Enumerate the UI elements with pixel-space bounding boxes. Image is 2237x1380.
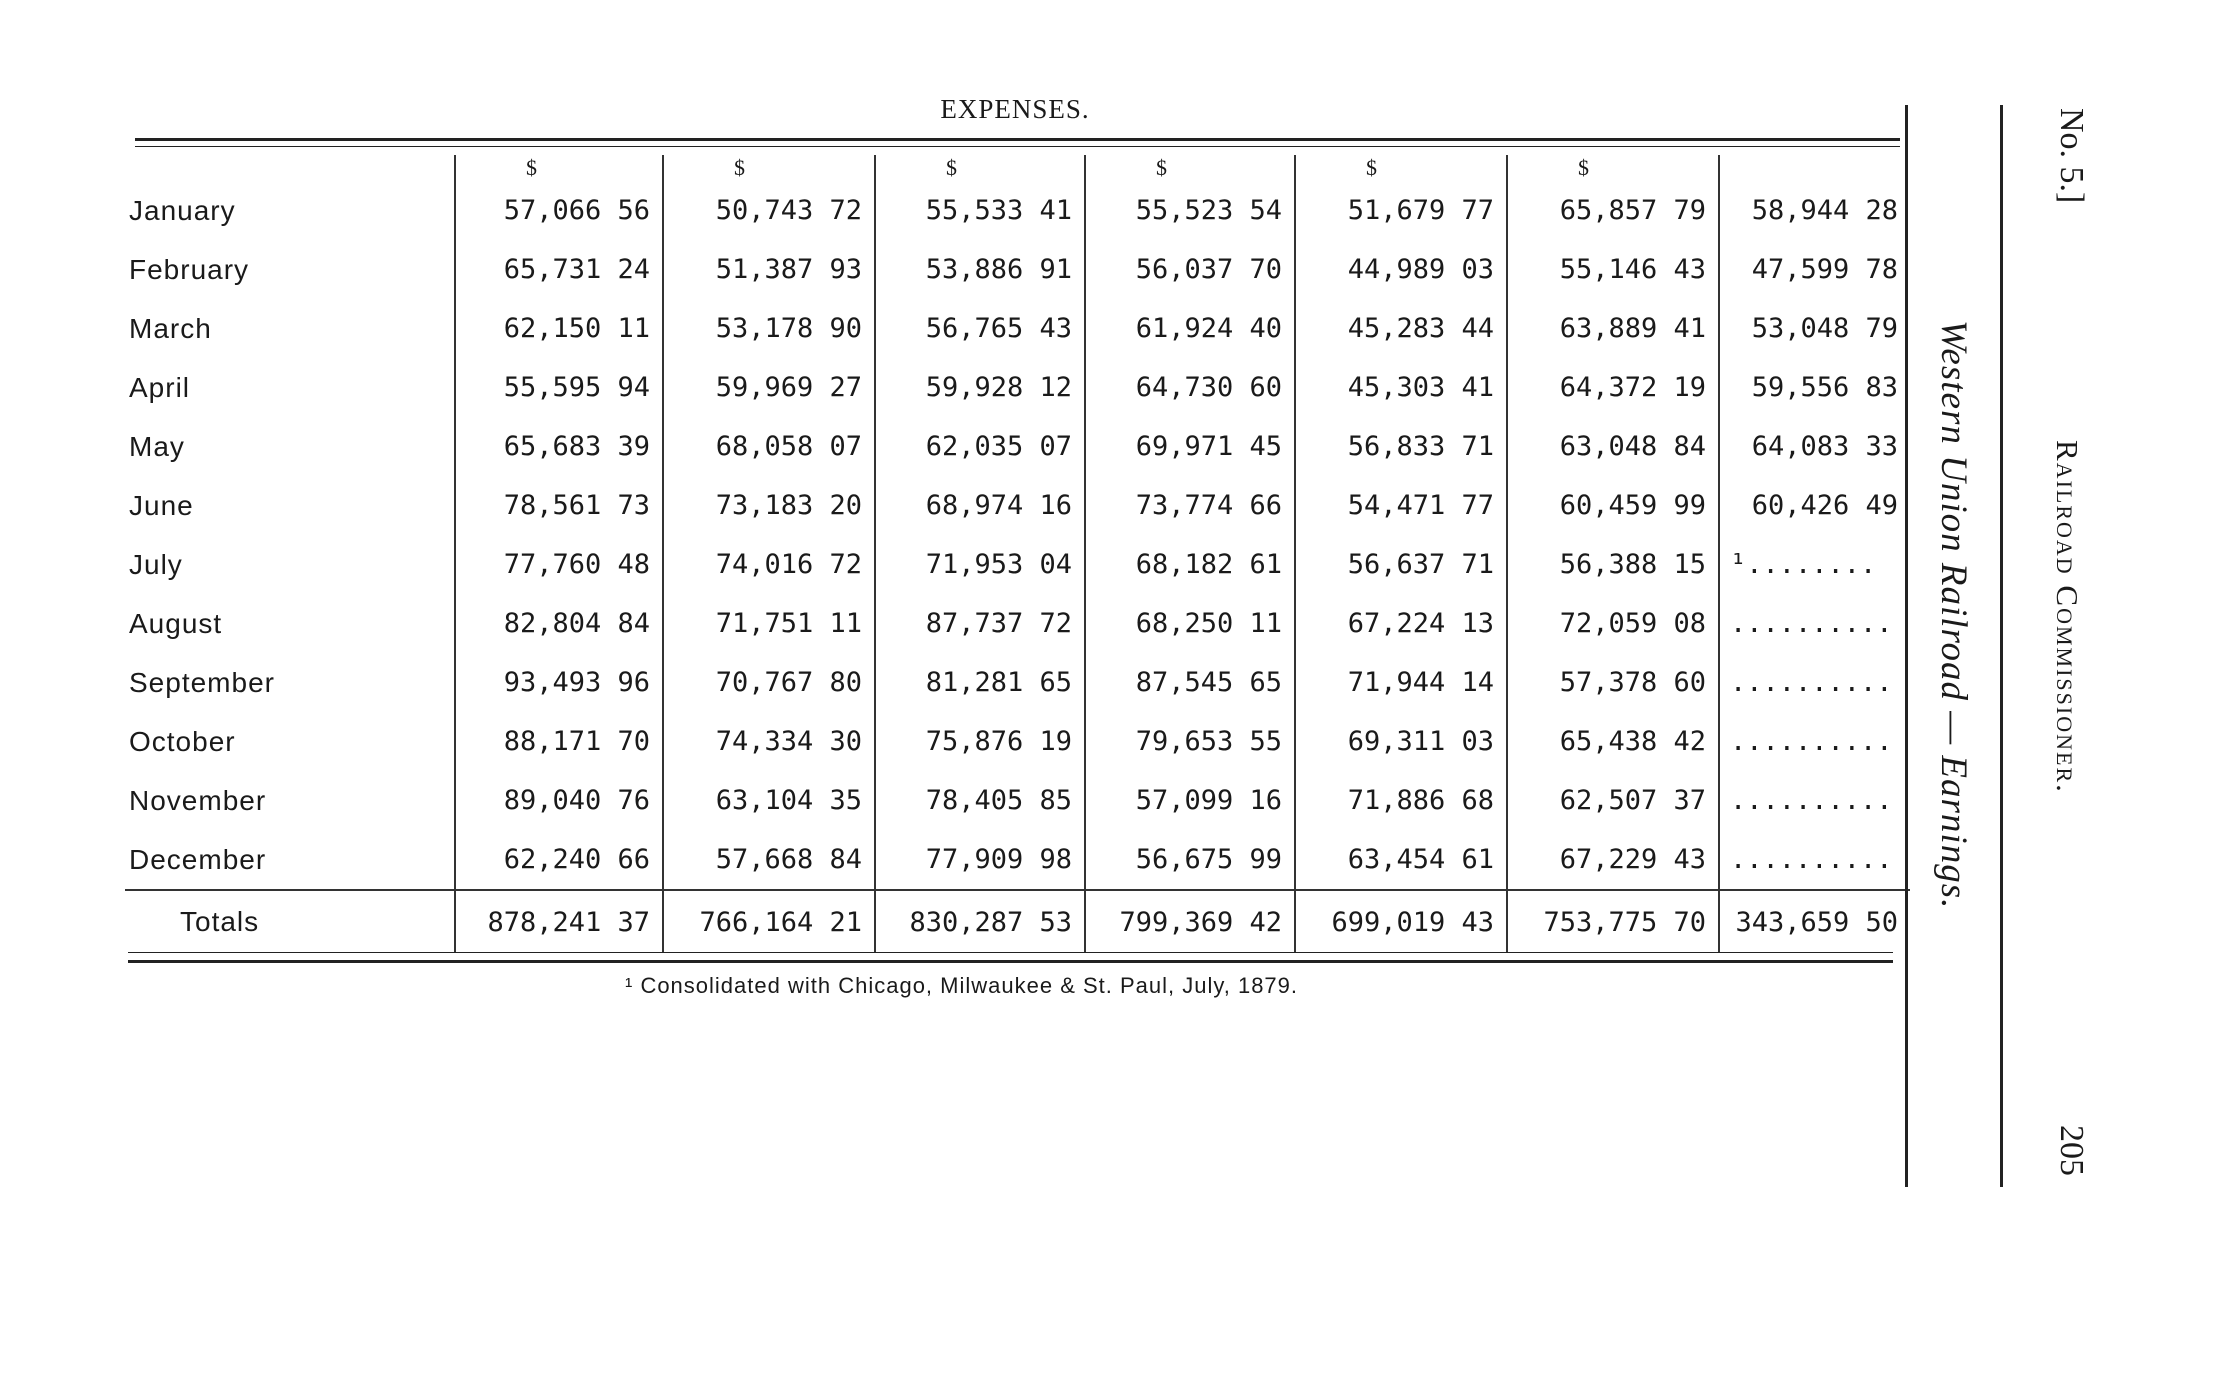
expense-cell: 55,146 43 [1507,240,1719,299]
expense-cell: 56,637 71 [1295,535,1507,594]
expense-cell: 55,523 54 [1085,181,1295,240]
expense-cell: 93,493 96 [455,653,663,712]
currency-blank [125,155,455,181]
table-row [125,417,1910,476]
month-label: January [129,194,236,226]
expense-cell: 65,438 42 [1507,712,1719,771]
expense-cell: 64,730 60 [1085,358,1295,417]
totals-label: Totals [125,890,455,953]
expense-cell: 68,250 11 [1085,594,1295,653]
totals-row [125,890,1910,953]
expense-cell: 65,683 39 [455,417,663,476]
month-label: December [129,843,267,875]
expense-cell: 56,765 43 [875,299,1085,358]
expense-cell: 51,679 77 [1295,181,1507,240]
expense-cell: 65,857 79 [1507,181,1719,240]
expense-cell: 67,224 13 [1295,594,1507,653]
expense-cell: 68,974 16 [875,476,1085,535]
expense-cell: .......... [1719,830,1910,890]
total-cell: 753,775 70 [1507,890,1719,953]
bottom-rule-thick [128,960,1893,963]
expense-cell: 56,037 70 [1085,240,1295,299]
expense-cell: 79,653 55 [1085,712,1295,771]
month-label: April [129,371,191,403]
expense-cell: 57,668 84 [663,830,875,890]
expense-cell: 62,150 11 [455,299,663,358]
total-cell: 799,369 42 [1085,890,1295,953]
footnote: ¹ Consolidated with Chicago, Milwaukee & St. Paul, July, 1879. [625,973,1299,998]
total-cell: 830,287 53 [875,890,1085,953]
margin-rule-right [2000,105,2003,1187]
total-cell: 878,241 37 [455,890,663,953]
expense-cell: 59,969 27 [663,358,875,417]
expense-cell: 71,944 14 [1295,653,1507,712]
bottom-rule-thin [128,952,1893,953]
month-label: March [129,312,212,344]
expense-cell: 62,035 07 [875,417,1085,476]
expense-cell: 47,599 78 [1719,240,1910,299]
expense-cell: 75,876 19 [875,712,1085,771]
currency-symbol: $ [875,155,1085,181]
currency-symbol: $ [1507,155,1719,181]
currency-row [125,155,1910,181]
table-row [125,535,1910,594]
expense-cell: 71,886 68 [1295,771,1507,830]
expense-cell: 60,459 99 [1507,476,1719,535]
expense-cell: 58,944 28 [1719,181,1910,240]
month-label: October [129,725,236,757]
expense-cell: 74,016 72 [663,535,875,594]
expense-cell: 74,334 30 [663,712,875,771]
expense-cell: 71,751 11 [663,594,875,653]
page-number: 205 [2053,1125,2090,1176]
expense-cell: 55,533 41 [875,181,1085,240]
currency-symbol: $ [1295,155,1507,181]
top-rule-thick [135,138,1900,141]
expense-cell: 62,240 66 [455,830,663,890]
expense-cell: 69,971 45 [1085,417,1295,476]
currency-blank [1719,155,1910,181]
total-cell: 699,019 43 [1295,890,1507,953]
expense-cell: 63,454 61 [1295,830,1507,890]
expense-cell: 87,545 65 [1085,653,1295,712]
expense-cell: 62,507 37 [1507,771,1719,830]
expense-cell: 73,774 66 [1085,476,1295,535]
expense-cell: 70,767 80 [663,653,875,712]
expense-cell: 77,909 98 [875,830,1085,890]
expense-cell: 72,059 08 [1507,594,1719,653]
total-cell: 766,164 21 [663,890,875,953]
top-rule-thin [135,146,1900,147]
table-row [125,181,1910,240]
expense-cell: 53,886 91 [875,240,1085,299]
expense-cell: 56,833 71 [1295,417,1507,476]
month-label: May [129,430,185,462]
expense-cell: 61,924 40 [1085,299,1295,358]
month-label: November [129,784,267,816]
currency-symbol: $ [663,155,875,181]
document-number: No. 5.] [2053,108,2090,204]
expense-cell: 57,378 60 [1507,653,1719,712]
expense-cell: 45,303 41 [1295,358,1507,417]
table-row [125,358,1910,417]
expense-cell: 82,804 84 [455,594,663,653]
table-row [125,712,1910,771]
running-subtitle: Western Union Railroad — Earnings. [1933,320,1974,910]
expense-cell: .......... [1719,771,1910,830]
expense-cell: 89,040 76 [455,771,663,830]
expense-cell: 87,737 72 [875,594,1085,653]
expenses-table-wrap [125,155,1910,945]
expense-cell: .......... [1719,594,1910,653]
expense-cell: 56,388 15 [1507,535,1719,594]
expense-cell: 88,171 70 [455,712,663,771]
month-label: August [129,607,223,639]
expense-cell: 77,760 48 [455,535,663,594]
expense-cell: 64,372 19 [1507,358,1719,417]
currency-symbol: $ [1085,155,1295,181]
table-row [125,594,1910,653]
expense-cell: 81,281 65 [875,653,1085,712]
expense-cell: 68,182 61 [1085,535,1295,594]
expense-cell: 64,083 33 [1719,417,1910,476]
expense-cell: 51,387 93 [663,240,875,299]
expense-cell: 65,731 24 [455,240,663,299]
table-row [125,476,1910,535]
expense-cell: 55,595 94 [455,358,663,417]
expenses-table [125,155,1910,953]
expense-cell: 44,989 03 [1295,240,1507,299]
expense-cell: 78,561 73 [455,476,663,535]
expense-cell: 78,405 85 [875,771,1085,830]
expense-cell: 68,058 07 [663,417,875,476]
expense-cell: 71,953 04 [875,535,1085,594]
total-cell: 343,659 50 [1719,890,1910,953]
expense-cell: 45,283 44 [1295,299,1507,358]
expense-cell: ¹........ [1719,535,1910,594]
table-row [125,299,1910,358]
expense-cell: .......... [1719,712,1910,771]
expense-cell: 54,471 77 [1295,476,1507,535]
expense-cell: 60,426 49 [1719,476,1910,535]
table-row [125,771,1910,830]
running-header: Railroad Commissioner. [2050,440,2085,794]
table-row [125,653,1910,712]
expense-cell: 73,183 20 [663,476,875,535]
margin-rule-left [1905,105,1908,1187]
expense-cell: 63,048 84 [1507,417,1719,476]
expense-cell: 53,178 90 [663,299,875,358]
expense-cell: 69,311 03 [1295,712,1507,771]
month-label: February [129,253,250,285]
expense-cell: 67,229 43 [1507,830,1719,890]
month-label: July [129,548,183,580]
month-label: September [129,666,275,698]
expense-cell: .......... [1719,653,1910,712]
expense-cell: 50,743 72 [663,181,875,240]
expense-cell: 59,556 83 [1719,358,1910,417]
table-row [125,240,1910,299]
expense-cell: 59,928 12 [875,358,1085,417]
currency-symbol: $ [455,155,663,181]
expense-cell: 63,104 35 [663,771,875,830]
month-label: June [129,489,194,521]
expense-cell: 57,066 56 [455,181,663,240]
table-row [125,830,1910,890]
table-title: EXPENSES. [940,94,1090,124]
expense-cell: 53,048 79 [1719,299,1910,358]
expense-cell: 63,889 41 [1507,299,1719,358]
expense-cell: 57,099 16 [1085,771,1295,830]
expense-cell: 56,675 99 [1085,830,1295,890]
